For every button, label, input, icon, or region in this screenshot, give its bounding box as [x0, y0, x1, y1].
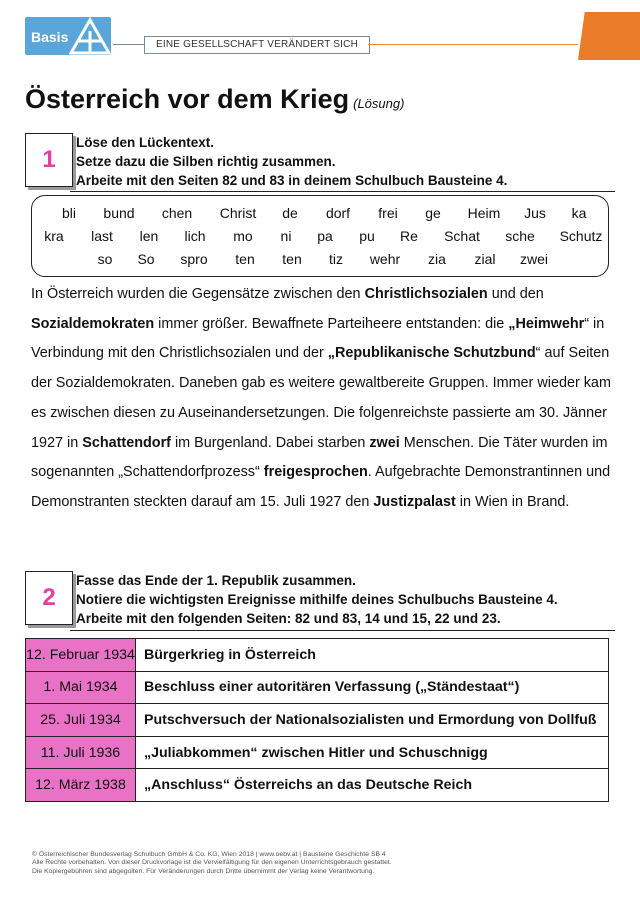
task-number-2: 2 — [25, 571, 73, 625]
paragraph-text: in Wien in Brand. — [455, 493, 570, 510]
task-number-1: 1 — [25, 133, 73, 187]
syllable: Jus — [524, 205, 546, 221]
syllable: dorf — [325, 205, 351, 221]
syllable: kra — [44, 228, 64, 244]
filled-answer: Justizpalast — [373, 493, 456, 510]
filled-answer: zwei — [369, 434, 400, 451]
syllable: pa — [317, 228, 333, 244]
event-cell: Bürgerkrieg in Österreich — [136, 639, 609, 672]
event-cell: Putschversuch der Nationalsozialisten und Ermordung von Dollfuß — [136, 704, 609, 737]
paragraph-text: “ auf Seiten der Sozialdemokraten. Daneben gab es weitere gewaltbereite Gruppen. Immer wieder kam es zwischen diesen zu Auseinandersetzungen. Die folgenreichste passierte am 30. Jänner 1927 in — [31, 345, 611, 451]
date-cell: 25. Juli 1934 — [26, 704, 136, 737]
syllable: Christ — [219, 205, 257, 221]
answer-paragraph — [31, 280, 611, 518]
header-divider — [113, 44, 144, 45]
event-cell: „Juliabkommen“ zwischen Hitler und Schuschnigg — [136, 736, 609, 769]
syllable: de — [282, 205, 298, 221]
syllable: last — [91, 228, 113, 244]
syllable: Schutz — [559, 228, 603, 244]
paragraph-text: im Burgenland. Dabei starben — [170, 434, 370, 451]
syllable: tiz — [329, 251, 343, 267]
syllable: ge — [425, 205, 441, 221]
syllable: sche — [505, 228, 535, 244]
filled-answer: Christlichsozialen — [364, 286, 488, 302]
copyright-footer — [32, 851, 592, 876]
paragraph-text: Menschen. Die Täter wurden im sogenannten „Schattendorfprozess“ — [31, 434, 608, 481]
paragraph-text: immer größer. Bewaffnete Parteiheere entstanden: die — [154, 315, 509, 332]
task2-line-2: Notiere die wichtigsten Ereignisse mithilfe deines Schulbuchs Bausteine 4. — [76, 592, 558, 607]
header-accent-line — [368, 44, 578, 45]
task1-line-1: Löse den Lückentext. — [76, 135, 215, 150]
date-cell: 12. März 1938 — [26, 769, 136, 802]
event-cell: Beschluss einer autoritären Verfassung („Ständestaat“) — [136, 671, 609, 704]
syllable: frei — [378, 205, 398, 221]
filled-answer: „Republikanische Schutzbund — [327, 345, 536, 362]
syllable: len — [139, 228, 159, 244]
syllable: So — [137, 251, 155, 267]
title-main: Österreich vor dem Krieg — [25, 84, 350, 114]
title-solution-tag: (Lösung) — [353, 96, 405, 111]
syllable-box — [31, 195, 609, 277]
footer-line-1: © Österreichischer Bundesverlag Schulbuch GmbH & Co. KG, Wien 2018 | www.oebv.at | Bausteine Geschichte SB 4 — [32, 851, 386, 858]
syllable: bli — [61, 205, 77, 221]
date-cell: 11. Juli 1936 — [26, 736, 136, 769]
filled-answer: Sozialdemokraten — [31, 315, 155, 332]
syllable: Schat — [444, 228, 480, 244]
filled-answer: Schattendorf — [82, 434, 171, 451]
table-row — [26, 639, 609, 672]
task2-line-1: Fasse das Ende der 1. Republik zusammen. — [76, 573, 356, 588]
syllable: ten — [282, 251, 302, 267]
syllable: zwei — [519, 251, 549, 267]
syllable: ni — [280, 228, 292, 244]
logo-triangle-icon — [69, 17, 111, 55]
header-accent-tab — [578, 12, 640, 60]
syllable: spro — [180, 251, 208, 267]
event-cell: „Anschluss“ Österreichs an das Deutsche Reich — [136, 769, 609, 802]
syllable: bund — [103, 205, 135, 221]
task2-divider — [70, 630, 615, 631]
timeline-table — [25, 638, 609, 802]
paragraph-text: . Aufgebrachte Demonstrantinnen und Demonstranten steckten darauf am 15. Juli 1927 den — [31, 464, 611, 510]
syllable: zia — [428, 251, 446, 267]
task1-line-3: Arbeite mit den Seiten 82 und 83 in deinem Schulbuch Bausteine 4. — [76, 173, 508, 188]
syllable: lich — [184, 228, 206, 244]
date-cell: 1. Mai 1934 — [26, 671, 136, 704]
syllable: pu — [359, 228, 375, 244]
paragraph-text: “ in Verbindung mit den Christlichsozialen und der — [31, 315, 605, 362]
task1-divider — [70, 191, 615, 192]
syllable: Heim — [467, 205, 501, 221]
footer-line-2: Alle Rechte vorbehalten. Von dieser Druckvorlage ist die Vervielfältigung für den eigenen Unterrichtsgebrauch gestattet. — [32, 859, 392, 867]
table-row — [26, 769, 609, 802]
series-title: EINE GESELLSCHAFT VERÄNDERT SICH — [144, 36, 370, 54]
syllable: chen — [161, 205, 193, 221]
filled-answer: „Heimwehr — [508, 315, 585, 332]
date-cell: 12. Februar 1934 — [26, 639, 136, 672]
footer-line-3: Die Kopiergebühren sind abgegolten. Für Veränderungen durch Dritte übernimmt der Verlag keine Verantwortung. — [32, 867, 375, 875]
syllable: so — [97, 251, 113, 267]
syllable: ka — [571, 205, 587, 221]
table-row — [26, 671, 609, 704]
task1-instructions — [76, 133, 507, 190]
logo-text: Basis — [31, 29, 69, 45]
syllable: mo — [233, 228, 253, 244]
task2-line-3: Arbeite mit den folgenden Seiten: 82 und 83, 14 und 15, 22 und 23. — [76, 611, 501, 626]
filled-answer: freigesprochen — [263, 464, 368, 481]
syllable: zial — [474, 251, 496, 267]
task1-line-2: Setze dazu die Silben richtig zusammen. — [76, 154, 336, 169]
paragraph-text: und den — [487, 286, 544, 302]
table-row — [26, 704, 609, 737]
task2-instructions — [76, 571, 558, 628]
syllable: wehr — [369, 251, 401, 267]
syllable: ten — [235, 251, 255, 267]
syllable: Re — [400, 228, 418, 244]
page-title — [25, 84, 404, 115]
paragraph-text: In Österreich wurden die Gegensätze zwischen den — [31, 286, 365, 302]
publisher-logo — [25, 17, 111, 55]
table-row — [26, 736, 609, 769]
